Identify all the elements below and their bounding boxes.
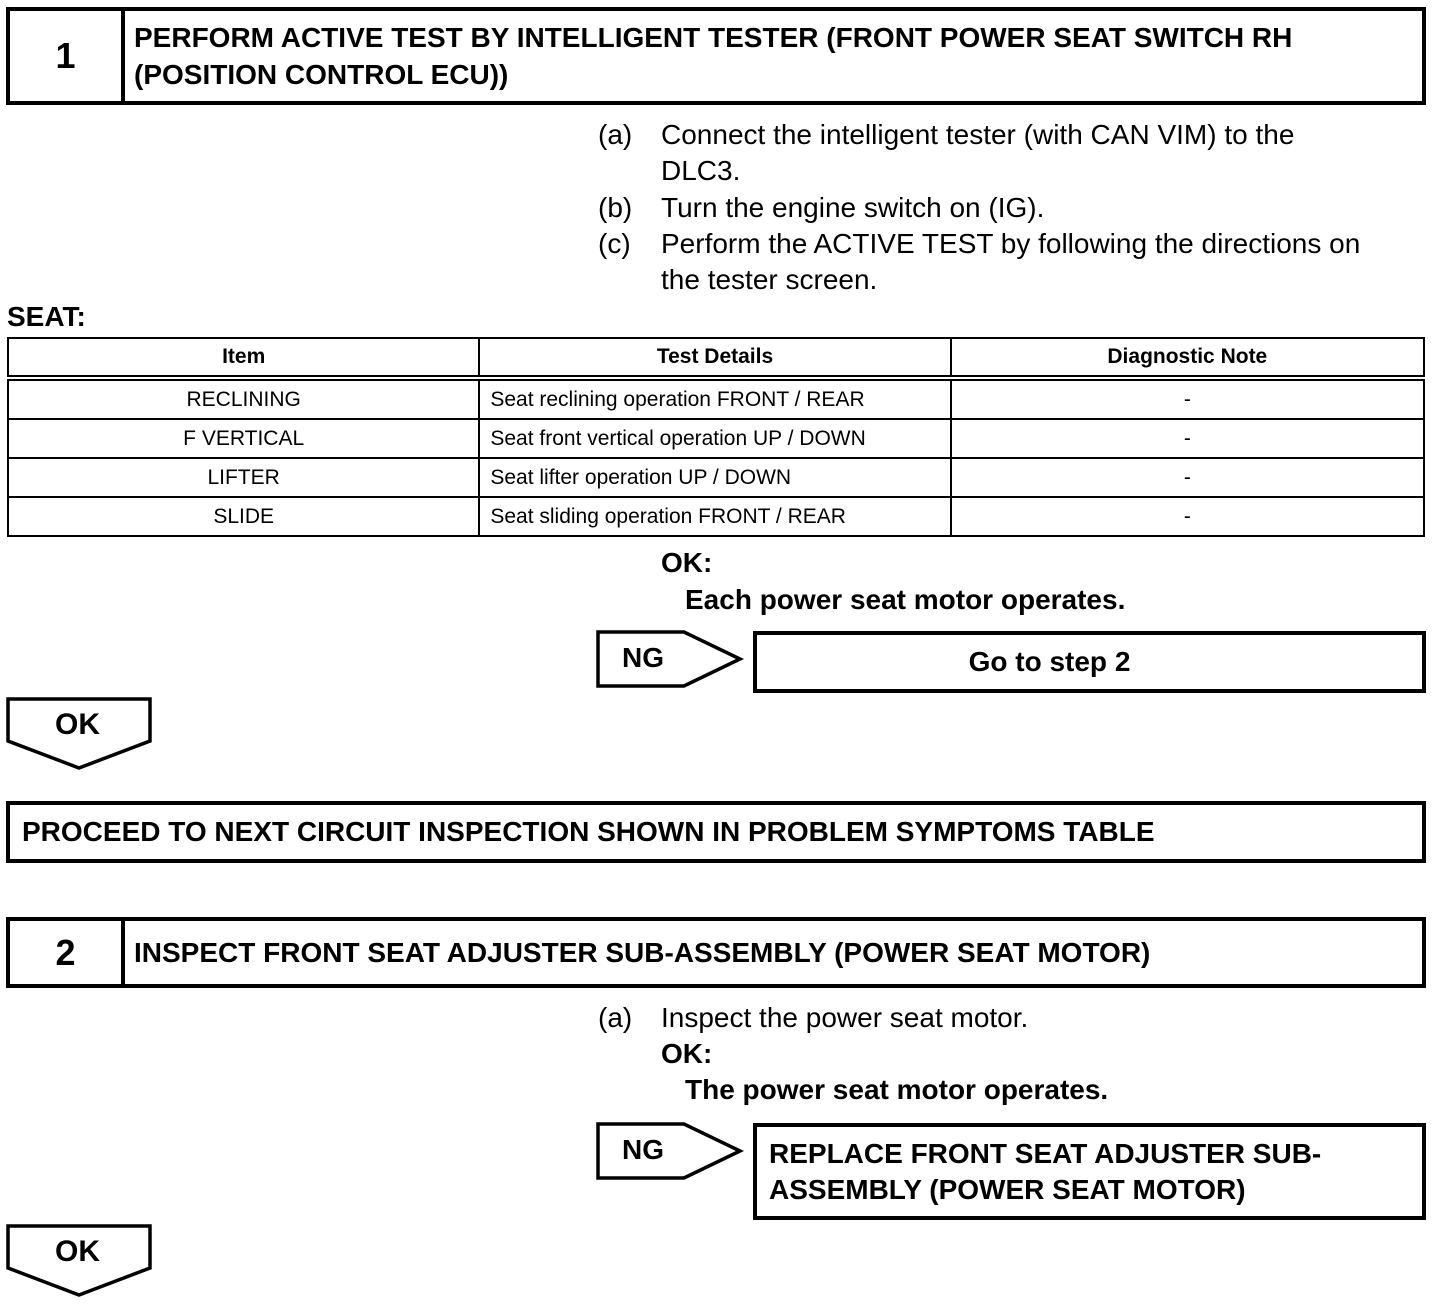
step1-title (134, 19, 1412, 93)
step2-title: INSPECT FRONT SEAT ADJUSTER SUB-ASSEMBLY (POWER SEAT MOTOR) (134, 937, 1151, 968)
table-row (8, 419, 1424, 458)
table-cell: RECLINING (8, 378, 479, 419)
step1-title-line1: PERFORM ACTIVE TEST BY INTELLIGENT TESTER (FRONT POWER SEAT SWITCH RH (134, 22, 1293, 53)
column-header: Diagnostic Note (951, 338, 1424, 378)
proceed-box (6, 801, 1426, 863)
table-caption: SEAT: (7, 301, 86, 332)
step2-header (6, 917, 1426, 988)
table-cell: F VERTICAL (8, 419, 479, 458)
instruction-text: the tester screen. (661, 264, 878, 295)
seat-active-test-table (7, 337, 1425, 537)
table-cell: - (951, 419, 1424, 458)
step1-instruction-b (598, 190, 1438, 226)
proceed-text: PROCEED TO NEXT CIRCUIT INSPECTION SHOWN IN PROBLEM SYMPTOMS TABLE (22, 816, 1155, 847)
ok-criteria: The power seat motor operates. (685, 1074, 1109, 1105)
step2-number: 2 (10, 921, 125, 984)
table-row (8, 497, 1424, 536)
table-cell: Seat front vertical operation UP / DOWN (479, 419, 950, 458)
instruction-marker: (a) (598, 119, 633, 150)
step1-number: 1 (10, 11, 125, 101)
instruction-text: Perform the ACTIVE TEST by following the directions on (661, 228, 1361, 259)
table-row (8, 458, 1424, 497)
ng-target-text: Go to step 2 (968, 646, 1131, 677)
ng-arrow-icon (596, 1122, 746, 1180)
step1-header (6, 7, 1426, 105)
instruction-text: Inspect the power seat motor. (661, 1002, 1029, 1033)
table-cell: - (951, 378, 1424, 419)
ng-label: NG (622, 642, 664, 673)
instruction-text: Turn the engine switch on (IG). (661, 192, 1045, 223)
ng-arrow-icon (596, 630, 746, 688)
ok-label: OK: (661, 1038, 713, 1069)
ng-target-line1: REPLACE FRONT SEAT ADJUSTER SUB- (769, 1138, 1322, 1169)
ng-label: NG (622, 1134, 664, 1165)
table-cell: - (951, 497, 1424, 536)
table-cell: SLIDE (8, 497, 479, 536)
table-cell: Seat reclining operation FRONT / REAR (479, 378, 950, 419)
instruction-text: Connect the intelligent tester (with CAN VIM) to the (661, 119, 1295, 150)
instruction-marker: (b) (598, 192, 633, 223)
ok-arrow-label: OK (55, 708, 100, 741)
instruction-text: DLC3. (661, 155, 741, 186)
ok-criteria: Each power seat motor operates. (685, 584, 1126, 615)
ng-target-text (769, 1136, 1321, 1208)
table-row (8, 378, 1424, 419)
table-cell: Seat lifter operation UP / DOWN (479, 458, 950, 497)
table-cell: LIFTER (8, 458, 479, 497)
ng-target-box (753, 1123, 1426, 1220)
table-cell: Seat sliding operation FRONT / REAR (479, 497, 950, 536)
step1-instruction-a (598, 117, 1438, 189)
table-header-row (8, 338, 1424, 378)
column-header: Item (8, 338, 479, 378)
ok-arrow-label: OK (55, 1235, 100, 1268)
ok-label: OK: (661, 547, 713, 578)
step1-instruction-c (598, 226, 1438, 298)
step1-title-line2: (POSITION CONTROL ECU)) (134, 59, 509, 90)
instruction-marker: (a) (598, 1002, 633, 1033)
ng-target-box (753, 631, 1426, 693)
column-header: Test Details (479, 338, 950, 378)
ng-target-line2: ASSEMBLY (POWER SEAT MOTOR) (769, 1174, 1246, 1205)
table-cell: - (951, 458, 1424, 497)
step2-instruction-a (598, 1000, 1438, 1036)
instruction-marker: (c) (598, 228, 631, 259)
